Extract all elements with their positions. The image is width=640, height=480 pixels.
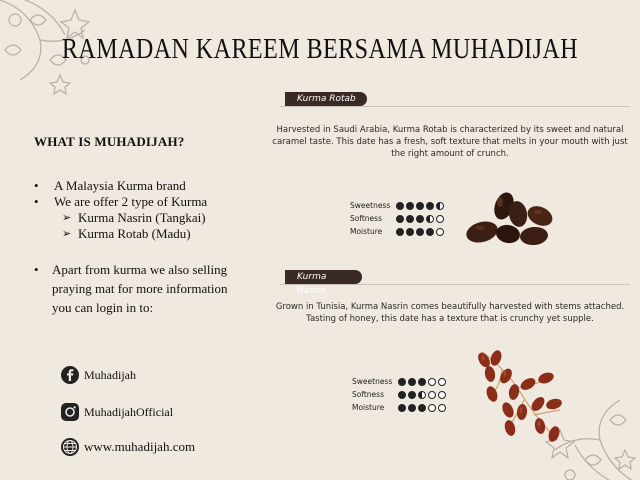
rating-row [352,375,446,388]
rating-dot [416,215,424,223]
instagram-label: MuhadijahOfficial [84,404,174,419]
website-label: www.muhadijah.com [84,439,196,454]
list-item [34,178,264,194]
rating-row [350,199,444,212]
rating-dot [426,202,434,210]
ratings-nasrin [352,375,446,414]
rating-dot [396,228,404,236]
rating-row [352,388,446,401]
rating-dot [426,215,434,223]
sub-list-item-text: Kurma Nasrin (Tangkai) [78,210,206,225]
rating-row [350,212,444,225]
list-item-text: We are offer 2 type of Kurma [54,194,208,209]
about-section [34,134,264,317]
product-tag-rotab: Kurma Rotab [285,92,367,106]
product-description-nasrin: Grown in Tunisia, Kurma Nasrin comes beautifully harvested with stems attached. Tasting of honey, this date has a texture that is crunchy yet supple. [275,302,625,324]
rating-row [350,225,444,238]
rating-dots [398,391,446,399]
rating-dot [436,202,444,210]
website-link[interactable] [60,437,195,457]
facebook-icon [60,365,80,385]
rating-dot [398,404,406,412]
ratings-rotab [350,199,444,238]
facebook-label: Muhadijah [84,367,136,382]
rating-dot [436,228,444,236]
page-title: RAMADAN KAREEM BERSAMA MUHADIJAH [61,34,579,65]
kurma-rotab-image [460,188,560,250]
sub-list-item [34,210,264,226]
rating-dot [416,228,424,236]
rating-dot [426,228,434,236]
sub-list-item [34,226,264,242]
rating-dot [398,391,406,399]
bullet-icon: • [34,262,39,277]
list-item [34,194,264,210]
arrow-bullet-icon: ➢ [62,212,72,224]
rating-dot [408,378,416,386]
rating-dots [396,228,444,236]
product-description-rotab: Harvested in Saudi Arabia, Kurma Rotab is characterized by its sweet and natural caramel taste. This date has a fresh, soft texture that melts in your mouth with just the right amount of crunch. [272,125,628,159]
rating-dot [428,391,436,399]
bullet-icon: • [34,194,39,209]
divider [280,284,630,285]
rating-dot [406,202,414,210]
rating-label: Sweetness [352,377,393,386]
rating-dot [438,404,446,412]
rating-dots [396,215,444,223]
rating-label: Softness [350,214,382,223]
rating-dot [408,404,416,412]
rating-dot [436,215,444,223]
rating-row [352,401,446,414]
rating-label: Softness [352,390,384,399]
rating-dot [416,202,424,210]
globe-icon [60,437,80,457]
instagram-link[interactable] [60,402,173,422]
extra-info-line: Apart from kurma we also selling [52,262,228,277]
divider [280,106,630,107]
rating-dot [428,378,436,386]
rating-dot [418,391,426,399]
extra-info [34,260,264,317]
bullet-icon: • [34,178,39,193]
list-item-text: A Malaysia Kurma brand [54,178,186,193]
rating-label: Sweetness [350,201,391,210]
extra-info-line: praying mat for more information [52,281,228,296]
rating-dots [396,202,444,210]
facebook-link[interactable] [60,365,136,385]
rating-dot [406,215,414,223]
rating-dots [398,404,446,412]
rating-label: Moisture [350,227,383,236]
rating-dot [396,215,404,223]
rating-dots [398,378,446,386]
rating-dot [408,391,416,399]
rating-label: Moisture [352,403,385,412]
sub-list-item-text: Kurma Rotab (Madu) [78,226,191,241]
extra-info-line: you can login in to: [52,300,154,315]
rating-dot [438,378,446,386]
rating-dot [398,378,406,386]
rating-dot [438,391,446,399]
arrow-bullet-icon: ➢ [62,228,72,240]
kurma-nasrin-image [462,340,570,448]
rating-dot [396,202,404,210]
rating-dot [428,404,436,412]
rating-dot [406,228,414,236]
rating-dot [418,404,426,412]
instagram-icon [60,402,80,422]
about-heading: WHAT IS MUHADIJAH? [34,134,185,149]
product-tag-nasrin: Kurma Nasrin [285,270,362,284]
rating-dot [418,378,426,386]
